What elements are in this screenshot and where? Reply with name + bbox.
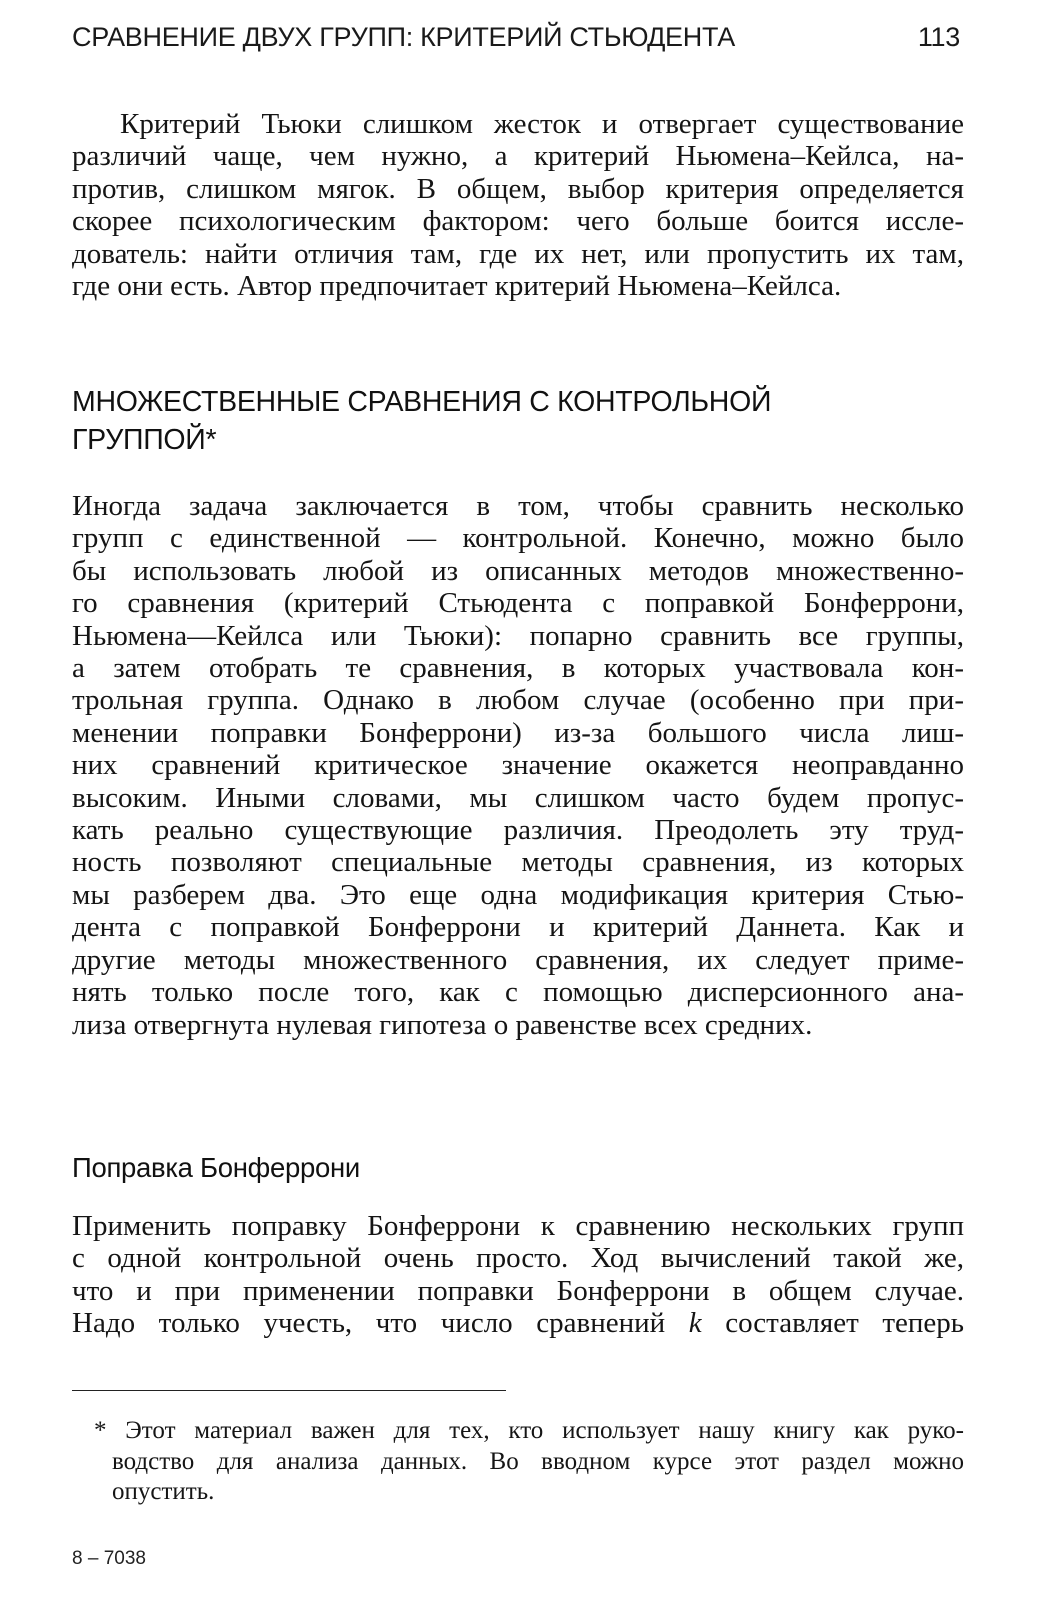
printer-signature-mark: 8 – 7038 bbox=[72, 1548, 146, 1569]
text-line: трольная группа. Однако в любом случае (особенно при при- bbox=[72, 684, 964, 717]
footnote-line: опустить. bbox=[112, 1478, 215, 1505]
section-heading bbox=[72, 383, 964, 459]
paragraph-tukey-vs-newman-keuls bbox=[72, 108, 964, 302]
text-line: высоким. Иными словами, мы слишком часто будем пропус- bbox=[72, 781, 964, 814]
text-segment: Надо только учесть, что число сравнений bbox=[72, 1307, 689, 1340]
text-line: мы разберем два. Это еще одна модификация критерия Стью- bbox=[72, 878, 964, 911]
paragraph-control-group bbox=[72, 490, 964, 1041]
heading-line: МНОЖЕСТВЕННЫЕ СРАВНЕНИЯ С КОНТРОЛЬНОЙ bbox=[72, 386, 772, 418]
paragraph-bonferroni bbox=[72, 1210, 964, 1340]
text-line: где они есть. Автор предпочитает критерий Ньюмена–Кейлса. bbox=[72, 270, 842, 303]
heading-line: ГРУППОЙ* bbox=[72, 424, 217, 456]
text-line: лиза отвергнута нулевая гипотеза о равенстве всех средних. bbox=[72, 1008, 813, 1041]
text-line: кать реально существующие различия. Преодолеть эту труд- bbox=[72, 814, 964, 847]
book-page bbox=[72, 0, 964, 1600]
text-line: Применить поправку Бонферрони к сравнению нескольких групп bbox=[72, 1210, 964, 1242]
text-line: что и при применении поправки Бонферрони в общем случае. bbox=[72, 1274, 964, 1307]
variable-k: k bbox=[688, 1307, 702, 1340]
footnote-line: * Этот материал важен для тех, кто использует нашу книгу как руко- bbox=[94, 1417, 964, 1444]
footnote bbox=[94, 1416, 964, 1508]
footnote-line: водство для анализа данных. Во вводном курсе этот раздел можно bbox=[112, 1447, 964, 1475]
text-line: дента с поправкой Бонферрони и критерий Даннета. Как и bbox=[72, 911, 964, 944]
text-line: групп с единственной — контрольной. Конечно, можно было bbox=[72, 522, 964, 555]
text-line: дователь: найти отличия там, где их нет, или пропустить их там, bbox=[72, 237, 964, 270]
text-line: бы использовать любой из описанных методов множественно- bbox=[72, 554, 964, 587]
text-line: них сравнений критическое значение окажется неоправданно bbox=[72, 749, 964, 782]
text-line: скорее психологическим фактором: чего больше боится иссле- bbox=[72, 205, 964, 238]
text-line: менении поправки Бонферрони) из-за большого числа лиш- bbox=[72, 716, 964, 749]
page-number: 113 bbox=[917, 22, 960, 52]
sub-heading-bonferroni: Поправка Бонферрони bbox=[72, 1152, 360, 1183]
footnote-divider bbox=[72, 1390, 506, 1391]
text-line: Иногда задача заключается в том, чтобы сравнить несколько bbox=[72, 490, 964, 522]
text-line: Ньюмена—Кейлса или Тьюки): попарно сравнить все группы, bbox=[72, 619, 964, 652]
text-line: а затем отобрать те сравнения, в которых участвовала кон- bbox=[72, 652, 964, 685]
text-line: с одной контрольной очень просто. Ход вычислений такой же, bbox=[72, 1242, 964, 1275]
text-segment: составляет теперь bbox=[701, 1307, 964, 1340]
text-line: против, слишком мягок. В общем, выбор критерия определяется bbox=[72, 172, 964, 205]
running-header-title: СРАВНЕНИЕ ДВУХ ГРУПП: КРИТЕРИЙ СТЬЮДЕНТА bbox=[72, 22, 735, 52]
running-header bbox=[72, 22, 964, 62]
text-line: ность позволяют специальные методы сравнения, из которых bbox=[72, 846, 964, 879]
text-line: го сравнения (критерий Стьюдента с поправкой Бонферрони, bbox=[72, 587, 964, 620]
text-line bbox=[72, 1307, 964, 1339]
text-line: Критерий Тьюки слишком жесток и отвергает существование bbox=[120, 108, 964, 140]
text-line: различий чаще, чем нужно, а критерий Ньюмена–Кейлса, на- bbox=[72, 140, 964, 173]
text-line: другие методы множественного сравнения, их следует приме- bbox=[72, 943, 964, 976]
text-line: нять только после того, как с помощью дисперсионного ана- bbox=[72, 976, 964, 1009]
